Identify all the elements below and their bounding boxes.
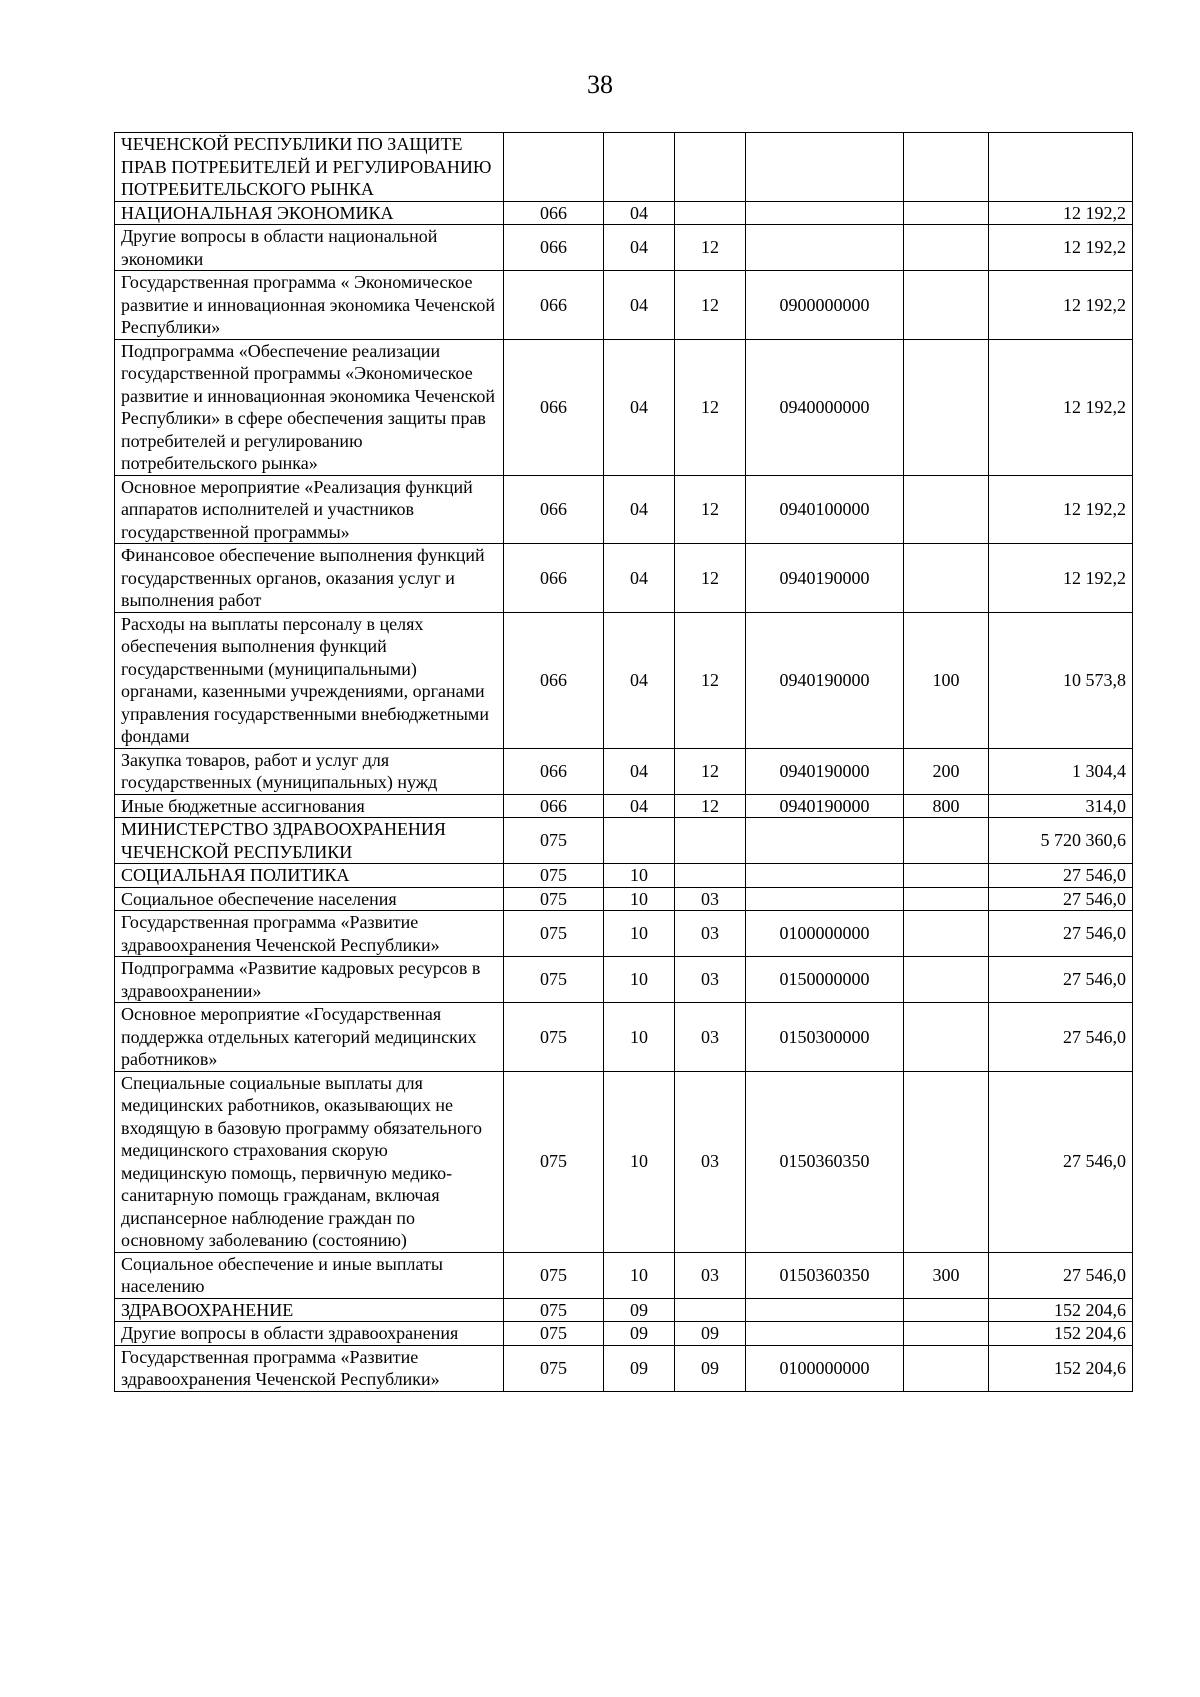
cell-subsection-code (675, 1298, 746, 1322)
cell-subsection-code: 12 (675, 748, 746, 794)
cell-subsection-code: 12 (675, 339, 746, 475)
cell-amount: 152 204,6 (989, 1298, 1133, 1322)
cell-ministry-code: 066 (504, 271, 604, 340)
table-row (115, 1252, 1133, 1298)
cell-ministry-code: 075 (504, 864, 604, 888)
cell-subsection-code: 12 (675, 225, 746, 271)
table-row (115, 544, 1133, 613)
cell-amount: 12 192,2 (989, 339, 1133, 475)
cell-section-code: 04 (604, 201, 675, 225)
cell-section-code: 04 (604, 544, 675, 613)
cell-name: Подпрограмма «Развитие кадровых ресурсов в здравоохранении» (115, 957, 504, 1003)
cell-section-code: 04 (604, 612, 675, 748)
cell-expense-type (904, 201, 989, 225)
table-row (115, 1322, 1133, 1346)
budget-table (114, 132, 1133, 1392)
cell-target-article: 0940100000 (746, 475, 904, 544)
cell-name: Государственная программа « Экономическое развитие и инновационная экономика Чеченской Республики» (115, 271, 504, 340)
cell-name: Закупка товаров, работ и услуг для государственных (муниципальных) нужд (115, 748, 504, 794)
table-row (115, 133, 1133, 202)
cell-target-article: 0150300000 (746, 1003, 904, 1072)
cell-target-article: 0100000000 (746, 911, 904, 957)
cell-expense-type (904, 475, 989, 544)
cell-section-code: 04 (604, 339, 675, 475)
cell-name: Основное мероприятие «Реализация функций аппаратов исполнителей и участников государственной программы» (115, 475, 504, 544)
cell-target-article: 0940000000 (746, 339, 904, 475)
table-row (115, 818, 1133, 864)
cell-ministry-code: 066 (504, 475, 604, 544)
cell-name: Специальные социальные выплаты для медицинских работников, оказывающих не входящую в базовую программу обязательного медицинского страхования скорую медицинскую помощь, первичную медико-санитарную помощь гражданам, включая диспансерное наблюдение граждан по основному заболеванию (состоянию) (115, 1071, 504, 1252)
cell-name: Расходы на выплаты персоналу в целях обеспечения выполнения функций государственными (муниципальными) органами, казенными учреждениями, органами управления государственными внебюджетными фондами (115, 612, 504, 748)
cell-amount: 27 546,0 (989, 911, 1133, 957)
cell-name: Другие вопросы в области национальной экономики (115, 225, 504, 271)
cell-target-article: 0900000000 (746, 271, 904, 340)
cell-target-article (746, 887, 904, 911)
cell-name: МИНИСТЕРСТВО ЗДРАВООХРАНЕНИЯ ЧЕЧЕНСКОЙ РЕСПУБЛИКИ (115, 818, 504, 864)
table-row (115, 794, 1133, 818)
cell-ministry-code: 066 (504, 201, 604, 225)
cell-ministry-code: 075 (504, 818, 604, 864)
cell-amount: 10 573,8 (989, 612, 1133, 748)
page-number: 38 (587, 70, 613, 99)
cell-section-code: 10 (604, 1252, 675, 1298)
table-row (115, 1345, 1133, 1391)
table-row (115, 957, 1133, 1003)
table-row (115, 864, 1133, 888)
table-row (115, 911, 1133, 957)
cell-target-article (746, 1322, 904, 1346)
cell-amount: 27 546,0 (989, 864, 1133, 888)
cell-ministry-code: 075 (504, 957, 604, 1003)
cell-section-code (604, 133, 675, 202)
cell-subsection-code: 12 (675, 271, 746, 340)
cell-expense-type (904, 818, 989, 864)
cell-subsection-code: 09 (675, 1345, 746, 1391)
cell-expense-type (904, 864, 989, 888)
cell-section-code: 04 (604, 271, 675, 340)
cell-subsection-code (675, 201, 746, 225)
cell-name: Финансовое обеспечение выполнения функций государственных органов, оказания услуг и выполнения работ (115, 544, 504, 613)
cell-target-article: 0100000000 (746, 1345, 904, 1391)
cell-subsection-code: 12 (675, 544, 746, 613)
cell-name: Другие вопросы в области здравоохранения (115, 1322, 504, 1346)
cell-ministry-code: 075 (504, 911, 604, 957)
cell-name: Социальное обеспечение и иные выплаты населению (115, 1252, 504, 1298)
cell-amount: 152 204,6 (989, 1322, 1133, 1346)
cell-section-code: 09 (604, 1345, 675, 1391)
cell-amount: 27 546,0 (989, 957, 1133, 1003)
cell-amount (989, 133, 1133, 202)
cell-expense-type (904, 133, 989, 202)
cell-target-article: 0940190000 (746, 748, 904, 794)
cell-section-code: 09 (604, 1298, 675, 1322)
cell-ministry-code: 066 (504, 748, 604, 794)
cell-amount: 12 192,2 (989, 544, 1133, 613)
cell-section-code: 10 (604, 1071, 675, 1252)
cell-ministry-code: 075 (504, 1003, 604, 1072)
cell-ministry-code: 075 (504, 887, 604, 911)
cell-target-article: 0940190000 (746, 544, 904, 613)
cell-expense-type: 200 (904, 748, 989, 794)
cell-section-code: 04 (604, 475, 675, 544)
cell-section-code: 09 (604, 1322, 675, 1346)
cell-target-article (746, 818, 904, 864)
cell-amount: 1 304,4 (989, 748, 1133, 794)
cell-expense-type (904, 1322, 989, 1346)
cell-amount: 12 192,2 (989, 475, 1133, 544)
cell-ministry-code (504, 133, 604, 202)
table-row (115, 887, 1133, 911)
cell-ministry-code: 075 (504, 1071, 604, 1252)
cell-expense-type: 100 (904, 612, 989, 748)
cell-ministry-code: 075 (504, 1298, 604, 1322)
cell-ministry-code: 075 (504, 1252, 604, 1298)
cell-target-article: 0150360350 (746, 1252, 904, 1298)
cell-name: Основное мероприятие «Государственная поддержка отдельных категорий медицинских работников» (115, 1003, 504, 1072)
cell-ministry-code: 066 (504, 225, 604, 271)
cell-section-code: 04 (604, 794, 675, 818)
table-row (115, 748, 1133, 794)
cell-ministry-code: 066 (504, 339, 604, 475)
cell-name: ЗДРАВООХРАНЕНИЕ (115, 1298, 504, 1322)
cell-expense-type (904, 1345, 989, 1391)
cell-section-code: 10 (604, 864, 675, 888)
cell-amount: 5 720 360,6 (989, 818, 1133, 864)
cell-target-article (746, 1298, 904, 1322)
cell-amount: 12 192,2 (989, 201, 1133, 225)
cell-expense-type: 800 (904, 794, 989, 818)
cell-section-code: 10 (604, 911, 675, 957)
cell-name: Иные бюджетные ассигнования (115, 794, 504, 818)
cell-subsection-code: 03 (675, 957, 746, 1003)
cell-subsection-code: 12 (675, 794, 746, 818)
cell-subsection-code: 03 (675, 1071, 746, 1252)
cell-section-code: 04 (604, 748, 675, 794)
cell-name: Подпрограмма «Обеспечение реализации государственной программы «Экономическое развитие и инновационная экономика Чеченской Республики» в сфере обеспечения защиты прав потребителей и регулированию потребительского рынка» (115, 339, 504, 475)
cell-target-article (746, 201, 904, 225)
cell-name: НАЦИОНАЛЬНАЯ ЭКОНОМИКА (115, 201, 504, 225)
cell-target-article (746, 225, 904, 271)
table-row (115, 475, 1133, 544)
cell-section-code: 10 (604, 1003, 675, 1072)
cell-section-code (604, 818, 675, 864)
cell-expense-type (904, 1071, 989, 1252)
cell-name: СОЦИАЛЬНАЯ ПОЛИТИКА (115, 864, 504, 888)
cell-expense-type (904, 1003, 989, 1072)
table-row (115, 1071, 1133, 1252)
cell-subsection-code: 12 (675, 475, 746, 544)
cell-ministry-code: 066 (504, 794, 604, 818)
cell-section-code: 10 (604, 957, 675, 1003)
cell-subsection-code: 03 (675, 1003, 746, 1072)
table-row (115, 612, 1133, 748)
cell-section-code: 10 (604, 887, 675, 911)
cell-subsection-code: 03 (675, 911, 746, 957)
cell-expense-type (904, 1298, 989, 1322)
table-row (115, 201, 1133, 225)
cell-expense-type (904, 957, 989, 1003)
table-row (115, 225, 1133, 271)
cell-expense-type (904, 271, 989, 340)
cell-target-article (746, 133, 904, 202)
cell-target-article: 0940190000 (746, 794, 904, 818)
cell-amount: 27 546,0 (989, 887, 1133, 911)
table-row (115, 1298, 1133, 1322)
table-row (115, 271, 1133, 340)
cell-amount: 314,0 (989, 794, 1133, 818)
cell-name: ЧЕЧЕНСКОЙ РЕСПУБЛИКИ ПО ЗАЩИТЕ ПРАВ ПОТРЕБИТЕЛЕЙ И РЕГУЛИРОВАНИЮ ПОТРЕБИТЕЛЬСКОГО РЫНКА (115, 133, 504, 202)
cell-ministry-code: 075 (504, 1322, 604, 1346)
cell-amount: 12 192,2 (989, 271, 1133, 340)
cell-amount: 27 546,0 (989, 1252, 1133, 1298)
cell-ministry-code: 066 (504, 612, 604, 748)
cell-amount: 12 192,2 (989, 225, 1133, 271)
cell-section-code: 04 (604, 225, 675, 271)
cell-name: Государственная программа «Развитие здравоохранения Чеченской Республики» (115, 1345, 504, 1391)
cell-ministry-code: 066 (504, 544, 604, 613)
cell-subsection-code (675, 864, 746, 888)
cell-subsection-code: 03 (675, 1252, 746, 1298)
cell-target-article: 0150000000 (746, 957, 904, 1003)
cell-amount: 27 546,0 (989, 1071, 1133, 1252)
cell-target-article (746, 864, 904, 888)
table-row (115, 339, 1133, 475)
cell-expense-type: 300 (904, 1252, 989, 1298)
budget-table-body (115, 133, 1133, 1392)
cell-subsection-code (675, 133, 746, 202)
table-row (115, 1003, 1133, 1072)
cell-amount: 27 546,0 (989, 1003, 1133, 1072)
cell-expense-type (904, 911, 989, 957)
cell-target-article: 0150360350 (746, 1071, 904, 1252)
cell-target-article: 0940190000 (746, 612, 904, 748)
cell-subsection-code: 09 (675, 1322, 746, 1346)
cell-expense-type (904, 544, 989, 613)
cell-amount: 152 204,6 (989, 1345, 1133, 1391)
cell-expense-type (904, 339, 989, 475)
cell-name: Социальное обеспечение населения (115, 887, 504, 911)
cell-expense-type (904, 887, 989, 911)
cell-ministry-code: 075 (504, 1345, 604, 1391)
cell-expense-type (904, 225, 989, 271)
cell-subsection-code: 03 (675, 887, 746, 911)
cell-subsection-code (675, 818, 746, 864)
cell-subsection-code: 12 (675, 612, 746, 748)
cell-name: Государственная программа «Развитие здравоохранения Чеченской Республики» (115, 911, 504, 957)
